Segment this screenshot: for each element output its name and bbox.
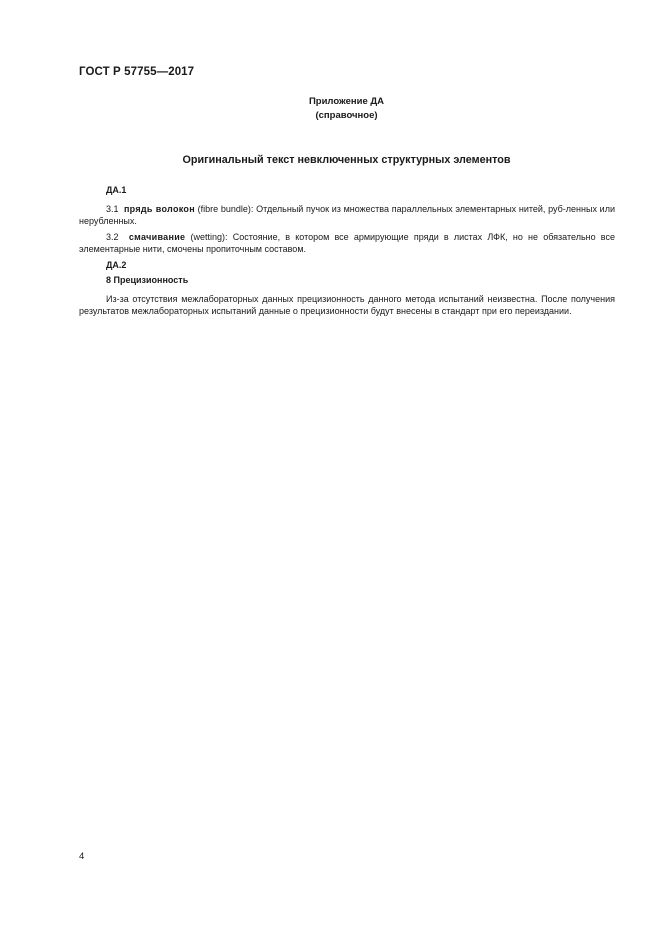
block-heading-da1: ДА.1 [106, 185, 127, 195]
term: смачивание [128, 231, 186, 242]
document-code: ГОСТ Р 57755—2017 [79, 66, 195, 78]
definition-text: (wetting): Состояние, в котором все армирующие пряди в листах ЛФК, но не обязательно все элементарные нити, смочены пропиточным составом. [79, 231, 615, 254]
subsection-heading-precision: 8 Прецизионность [106, 275, 189, 285]
section-title: Оригинальный текст невключенных структурных элементов [182, 154, 511, 166]
annex-subtitle: (справочное) [315, 110, 378, 121]
block-heading-da2: ДА.2 [106, 259, 127, 270]
annex-heading [0, 95, 661, 123]
clause-number: 3.1 [106, 203, 119, 214]
definition-wetting [79, 231, 615, 256]
definition-fibre-bundle [79, 203, 615, 228]
term: прядь волокон [123, 203, 195, 214]
definition-text: (fibre bundle): Отдельный пучок из множества параллельных элементарных нитей, руб-ленных или нерубленных. [79, 203, 615, 226]
precision-paragraph: Из-за отсутствия межлабораторных данных прецизионность данного метода испытаний неизвестна. После получения результатов межлабораторных испытаний данные о прецизионности будут внесены в стандарт при его переиздании. [79, 293, 615, 316]
annex-title: Приложение ДА [308, 96, 385, 107]
annex-content [79, 184, 615, 318]
clause-number: 3.2 [106, 231, 119, 242]
page-number: 4 [79, 851, 85, 862]
